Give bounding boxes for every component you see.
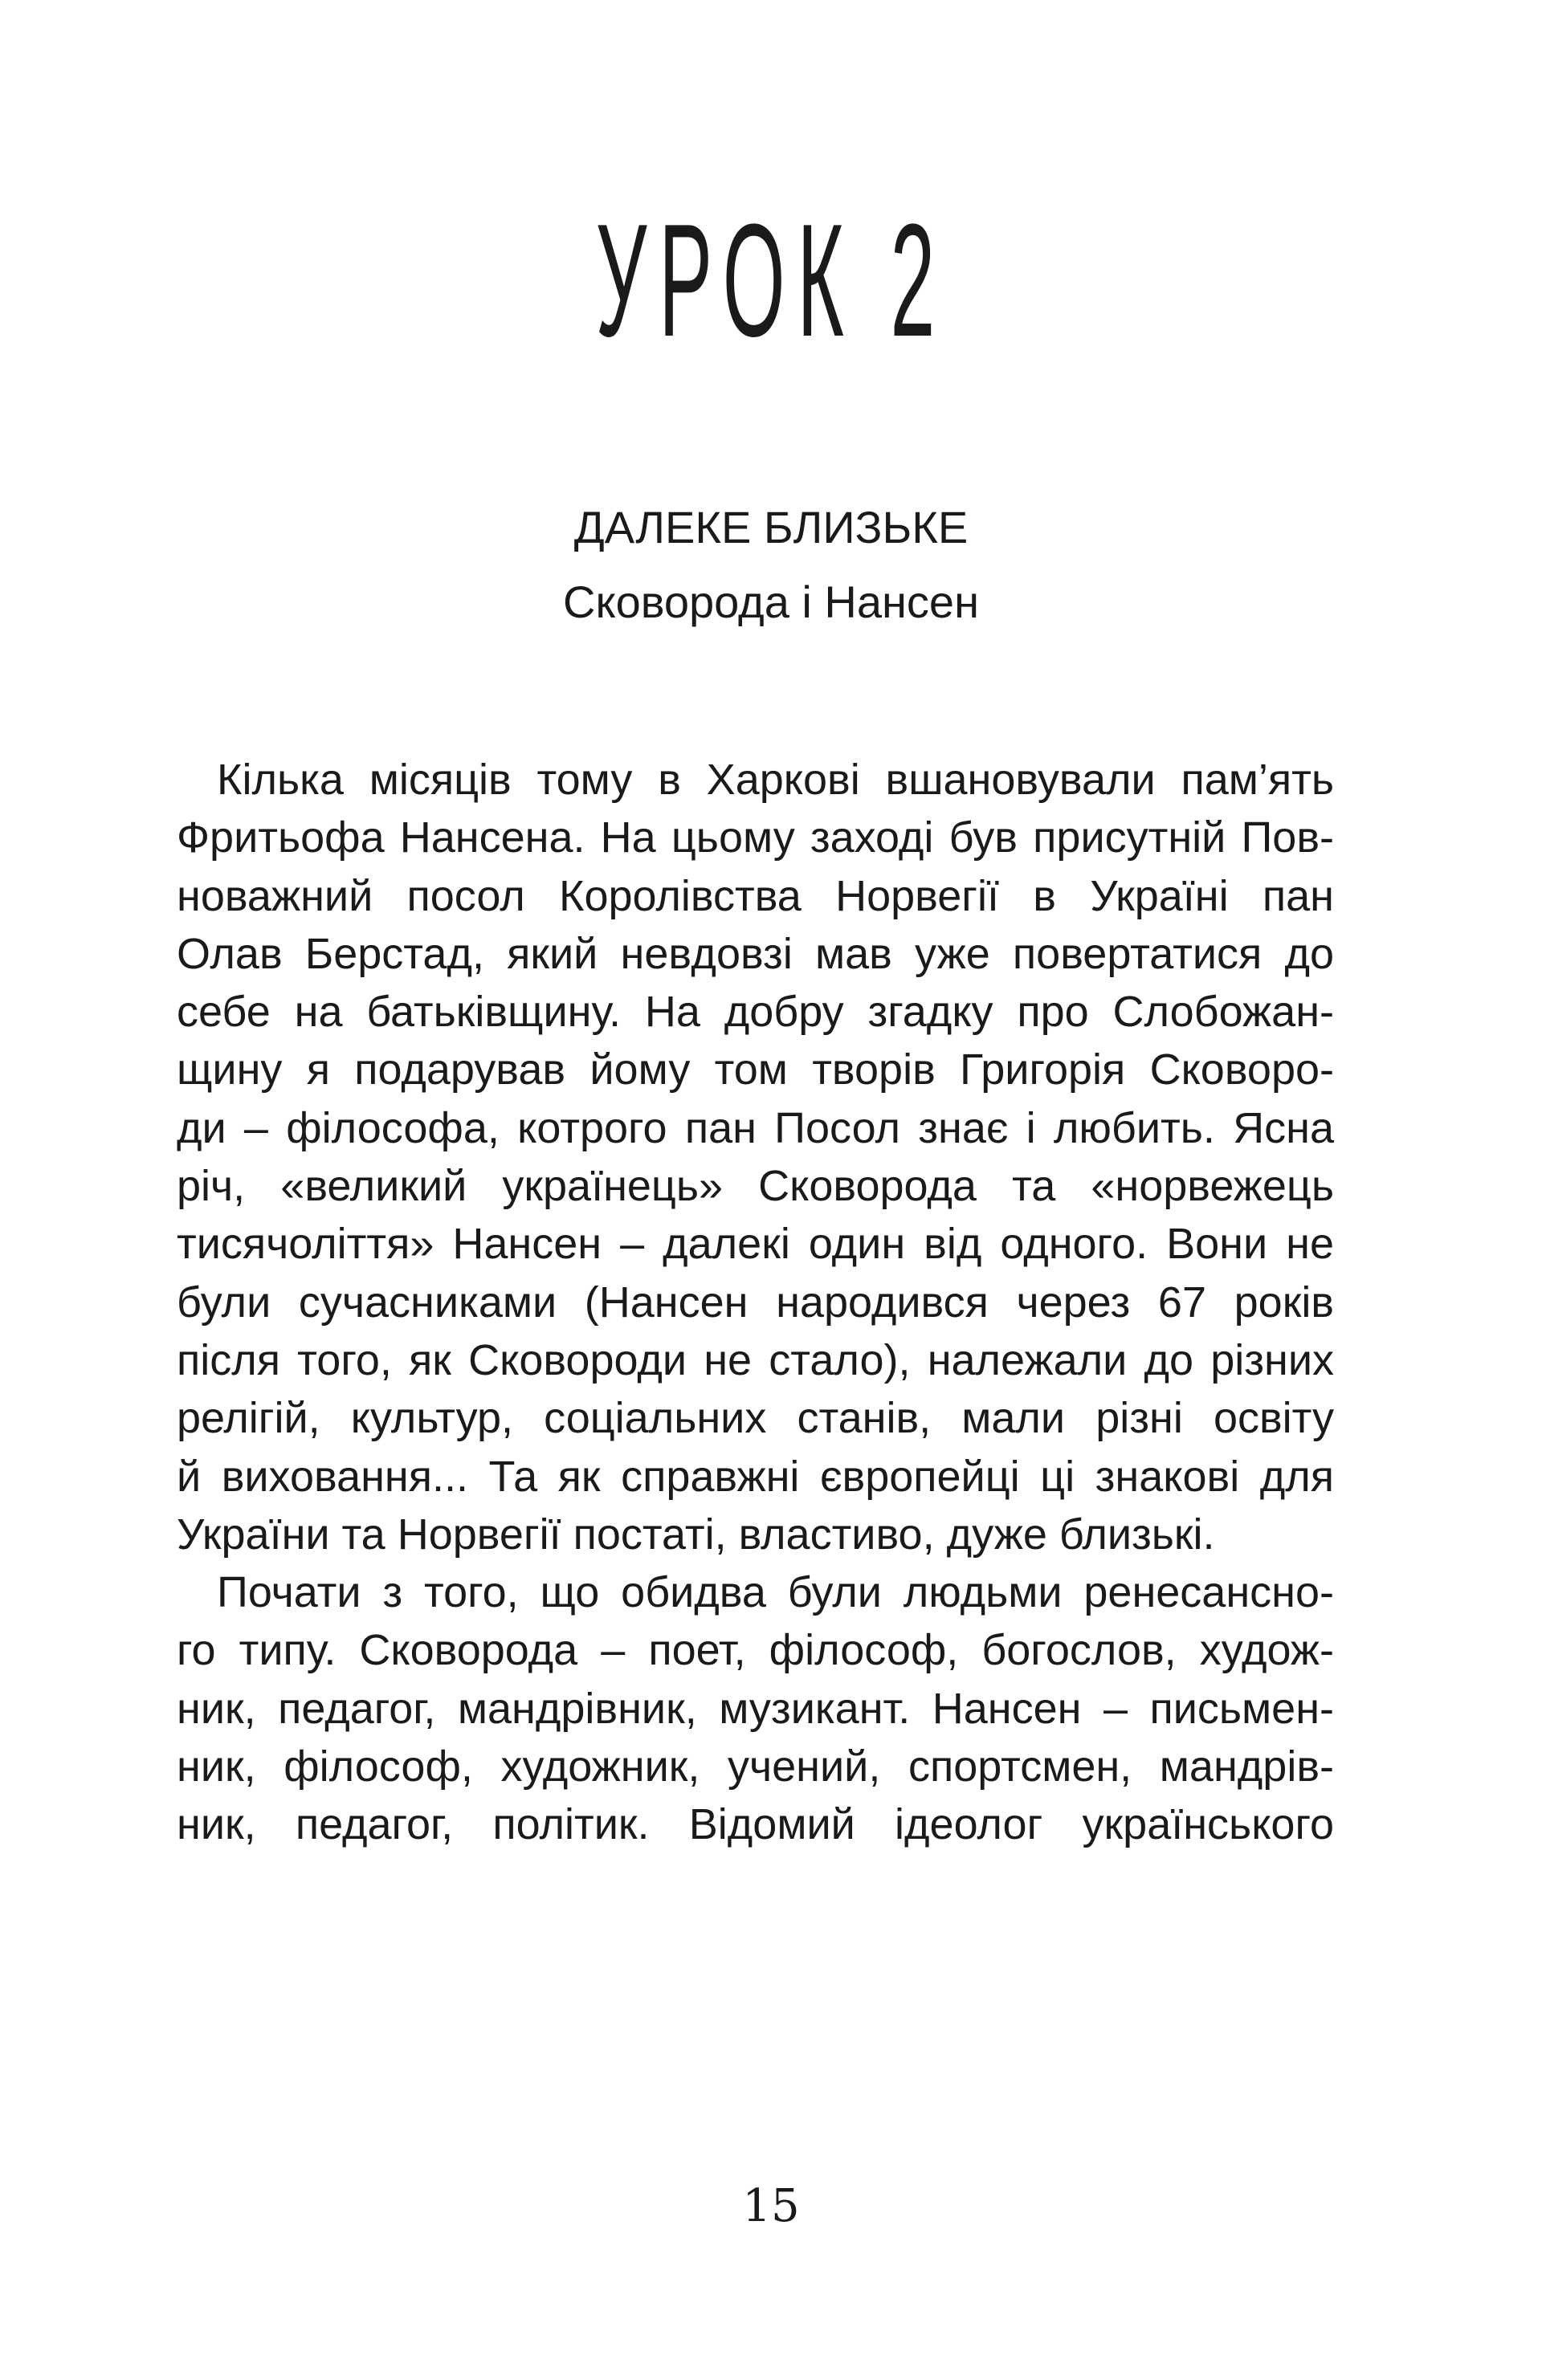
page-number: 15 <box>742 2180 800 2232</box>
section-heading: ДАЛЕКЕ БЛИЗЬКЕ <box>573 502 969 552</box>
text-line: ник, педагог, мандрівник, музикант. Нансен – письмен- <box>177 1684 1334 1733</box>
text-line: після того, як Сковороди не стало), належали до різних <box>177 1335 1334 1384</box>
paragraph <box>177 751 1334 1563</box>
text-line: Фритьофа Нансена. На цьому заході був присутній Пов- <box>177 813 1334 862</box>
body-text <box>177 751 1334 1854</box>
chapter-title <box>0 191 1542 370</box>
text-line: України та Норвегії постаті, властиво, дуже близькі. <box>177 1510 1215 1559</box>
paragraph <box>177 1563 1334 1853</box>
text-line: Кілька місяців тому в Харкові вшановували пам’ять <box>217 756 1334 804</box>
chapter-title-text: УРОК 2 <box>595 191 947 370</box>
text-line: ник, філософ, художник, учений, спортсмен, мандрів- <box>177 1742 1334 1791</box>
text-line: новажний посол Королівства Норвегії в Україні пан <box>177 871 1334 920</box>
text-line: го типу. Сковорода – поет, філософ, богослов, худож- <box>177 1626 1334 1675</box>
text-line: ди – філософа, котрого пан Посол знає і любить. Ясна <box>177 1103 1334 1152</box>
text-line: релігій, культур, соціальних станів, мали різні освіту <box>177 1394 1334 1443</box>
text-line: тисячоліття» Нансен – далекі один від одного. Вони не <box>177 1220 1334 1269</box>
text-line: річ, «великий українець» Сковорода та «норвежець <box>177 1162 1334 1211</box>
text-line: Олав Берстад, який невдовзі мав уже повертатися до <box>177 929 1334 978</box>
text-line: ник, педагог, політик. Відомий ідеолог українського <box>177 1800 1334 1849</box>
text-line: Почати з того, що обидва були людьми ренесансно- <box>217 1568 1334 1617</box>
text-line: й виховання... Та як справжні європейці ці знакові для <box>177 1452 1334 1501</box>
text-line: щину я подарував йому том творів Григорія Сковоро- <box>177 1045 1334 1094</box>
text-line: були сучасниками (Нансен народився через 67 років <box>177 1278 1334 1327</box>
text-line: себе на батьківщину. На добру згадку про Слобожан- <box>177 988 1334 1037</box>
section-subtitle: Сковорода і Нансен <box>563 577 979 627</box>
